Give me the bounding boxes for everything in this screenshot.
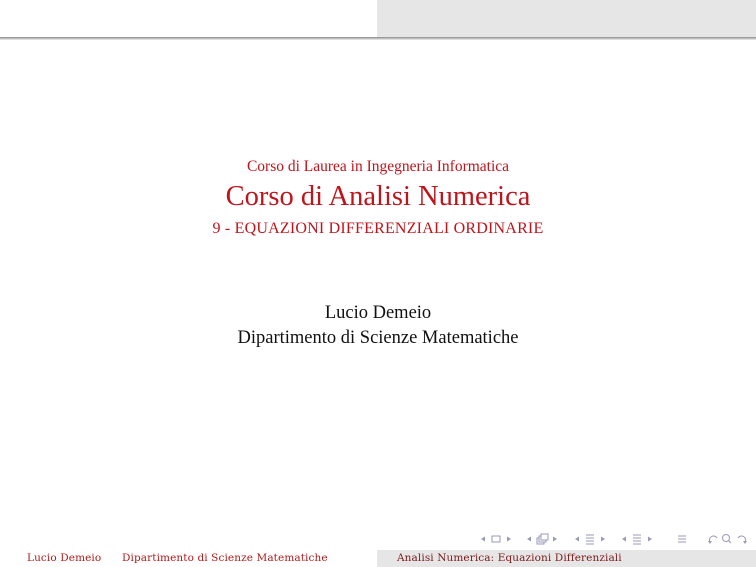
header-right-panel [377,0,756,37]
footer-bar [0,550,756,567]
header-left-panel [0,0,377,37]
footer-short-title: Analisi Numerica: Equazioni Differenziali [397,552,622,564]
subsection-nav-icon[interactable] [572,532,610,546]
title-block [0,156,756,240]
header-bar [0,0,756,40]
author-block [0,301,756,351]
header-divider [0,37,756,40]
footer-institute: Dipartimento di Scienze Matematiche [122,552,328,564]
frame-nav-icon[interactable] [478,532,516,546]
footer-author: Lucio Demeio [27,552,102,564]
program-name: Corso di Laurea in Ingegneria Informatica [246,158,510,175]
presentation-title: Corso di Analisi Numerica [225,181,531,212]
author-institute: Dipartimento di Scienze Matematiche [237,328,519,348]
navigation-symbols [478,532,750,546]
section-nav-icon[interactable] [619,532,657,546]
search-zoom-icon[interactable] [707,532,749,546]
footer-right-panel [377,550,756,567]
footer-left-panel [0,550,377,567]
presentation-subtitle: 9 - EQUAZIONI DIFFERENZIALI ORDINARIE [212,220,544,237]
outline-nav-icon[interactable] [676,532,688,546]
slide-nav-icon[interactable] [524,532,562,546]
author-name: Lucio Demeio [324,303,432,323]
